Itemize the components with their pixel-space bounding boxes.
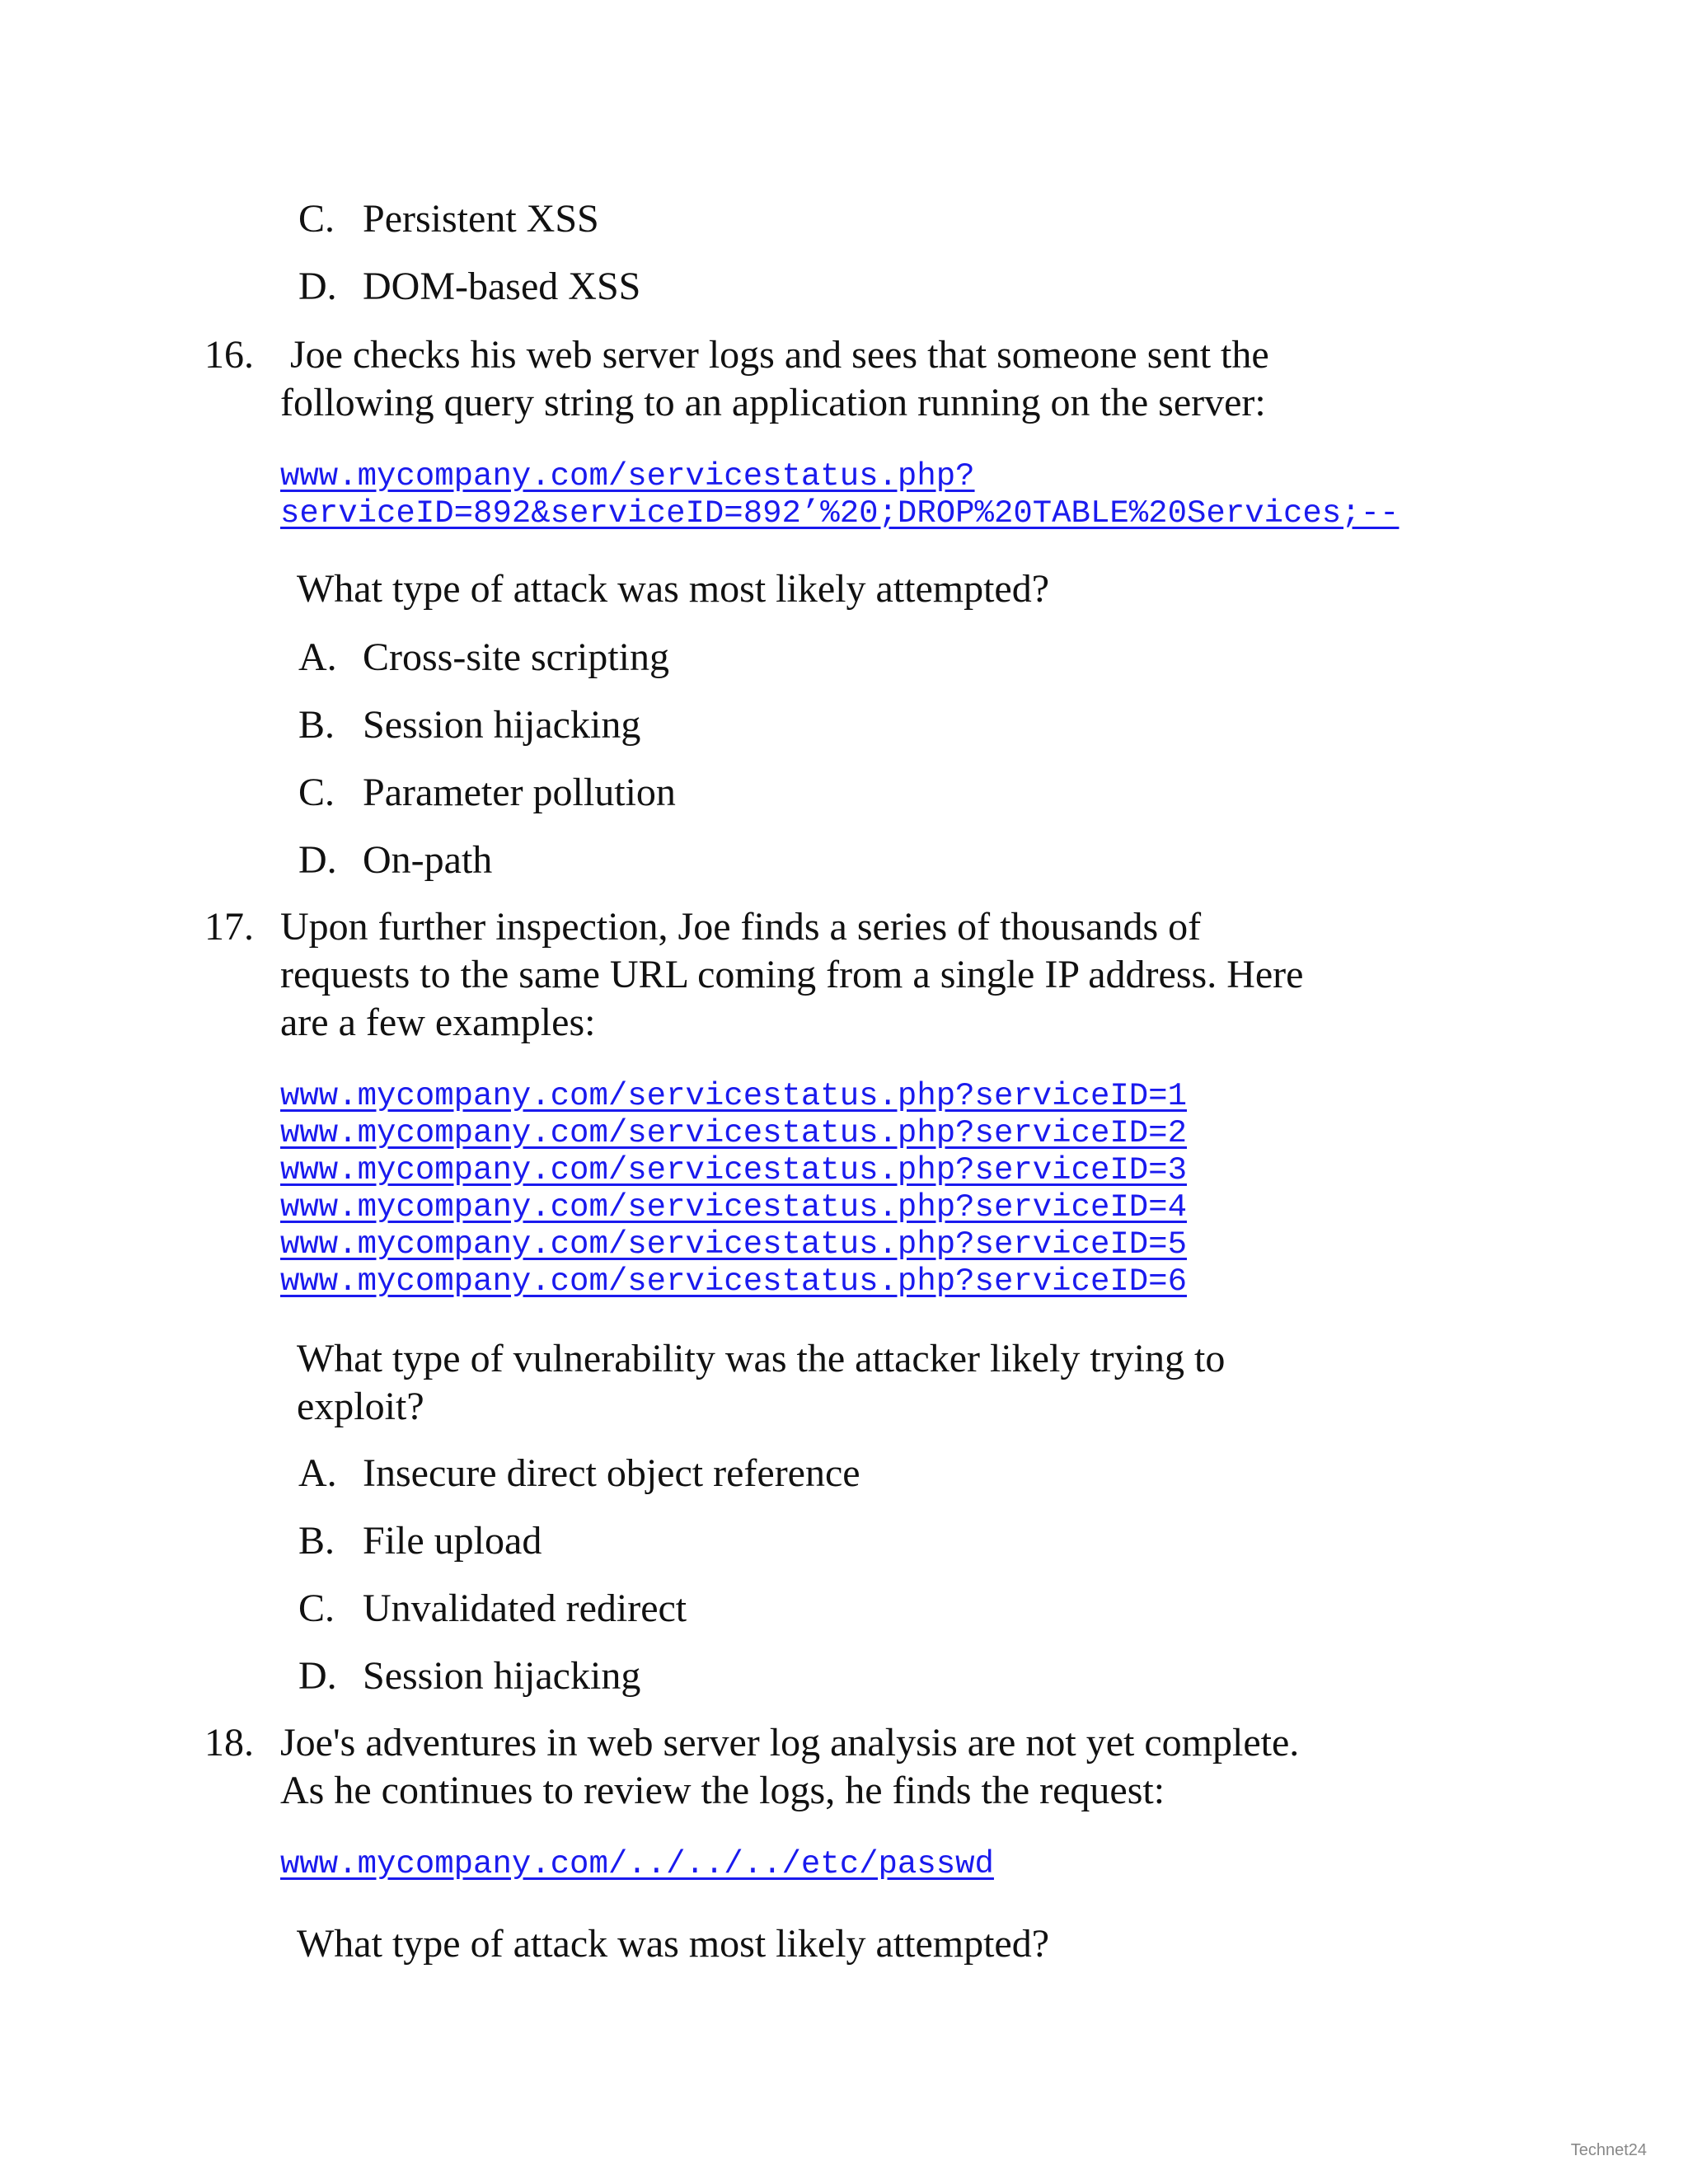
question-text-line: Joe checks his web server logs and sees that someone sent the (280, 333, 1269, 377)
question-17-code (280, 1078, 1187, 1301)
choice-letter: C. (298, 1586, 335, 1630)
url-link[interactable]: www.mycompany.com/servicestatus.php?serviceID=6 (280, 1263, 1187, 1300)
choice-letter: C. (298, 197, 335, 241)
choice-text: Session hijacking (363, 703, 641, 747)
choice-text: On-path (363, 838, 493, 882)
url-link[interactable]: www.mycompany.com/../../../etc/passwd (280, 1846, 994, 1882)
question-text-line: requests to the same URL coming from a single IP address. Here (280, 953, 1304, 996)
choice-text: Insecure direct object reference (363, 1451, 860, 1495)
choice-text: Unvalidated redirect (363, 1586, 687, 1630)
question-16-code (280, 458, 1399, 532)
choice-letter: C. (298, 771, 335, 814)
question-17-text (280, 903, 1467, 1047)
question-16-text (280, 331, 1467, 427)
watermark-text: Technet24 (1570, 2141, 1647, 2159)
choice-letter: D. (298, 265, 337, 308)
url-link[interactable]: www.mycompany.com/servicestatus.php?serviceID=3 (280, 1152, 1187, 1188)
url-link[interactable]: www.mycompany.com/servicestatus.php?serviceID=1 (280, 1078, 1187, 1114)
choice-text: Session hijacking (363, 1654, 641, 1698)
choice-text: Parameter pollution (363, 771, 676, 814)
question-18-number: 18. (204, 1721, 254, 1765)
question-17-number: 17. (204, 905, 254, 949)
question-text-line: are a few examples: (280, 1001, 596, 1044)
choice-letter: D. (298, 1654, 337, 1698)
url-link[interactable]: www.mycompany.com/servicestatus.php?serviceID=4 (280, 1189, 1187, 1226)
url-link[interactable]: www.mycompany.com/servicestatus.php? (280, 458, 975, 494)
question-text-line: Joe's adventures in web server log analysis are not yet complete. (280, 1721, 1300, 1765)
question-text-line: As he continues to review the logs, he finds the request: (280, 1769, 1165, 1812)
question-18-prompt: What type of attack was most likely attempted? (297, 1922, 1050, 1966)
choice-letter: D. (298, 838, 337, 882)
url-link[interactable]: serviceID=892&serviceID=892’%20;DROP%20TABLE%20Services;-- (280, 495, 1400, 532)
url-link[interactable]: www.mycompany.com/servicestatus.php?serviceID=2 (280, 1115, 1187, 1151)
choice-letter: A. (298, 1451, 337, 1495)
question-17-prompt (297, 1335, 1225, 1431)
prompt-line: What type of vulnerability was the attacker likely trying to (297, 1337, 1226, 1380)
question-16-number: 16. (204, 333, 254, 377)
choice-text: DOM-based XSS (363, 265, 641, 308)
question-text-line: Upon further inspection, Joe finds a series of thousands of (280, 905, 1202, 949)
choice-letter: B. (298, 1519, 335, 1563)
choice-text: File upload (363, 1519, 542, 1563)
choice-text: Cross-site scripting (363, 635, 669, 679)
choice-text: Persistent XSS (363, 197, 599, 241)
question-18-code (280, 1846, 994, 1883)
question-text-line: following query string to an application running on the server: (280, 381, 1266, 424)
question-16-prompt: What type of attack was most likely attempted? (297, 567, 1050, 611)
choice-letter: A. (298, 635, 337, 679)
question-18-text (280, 1719, 1467, 1815)
url-link[interactable]: www.mycompany.com/servicestatus.php?serviceID=5 (280, 1226, 1187, 1263)
choice-letter: B. (298, 703, 335, 747)
prompt-line: exploit? (297, 1385, 424, 1428)
